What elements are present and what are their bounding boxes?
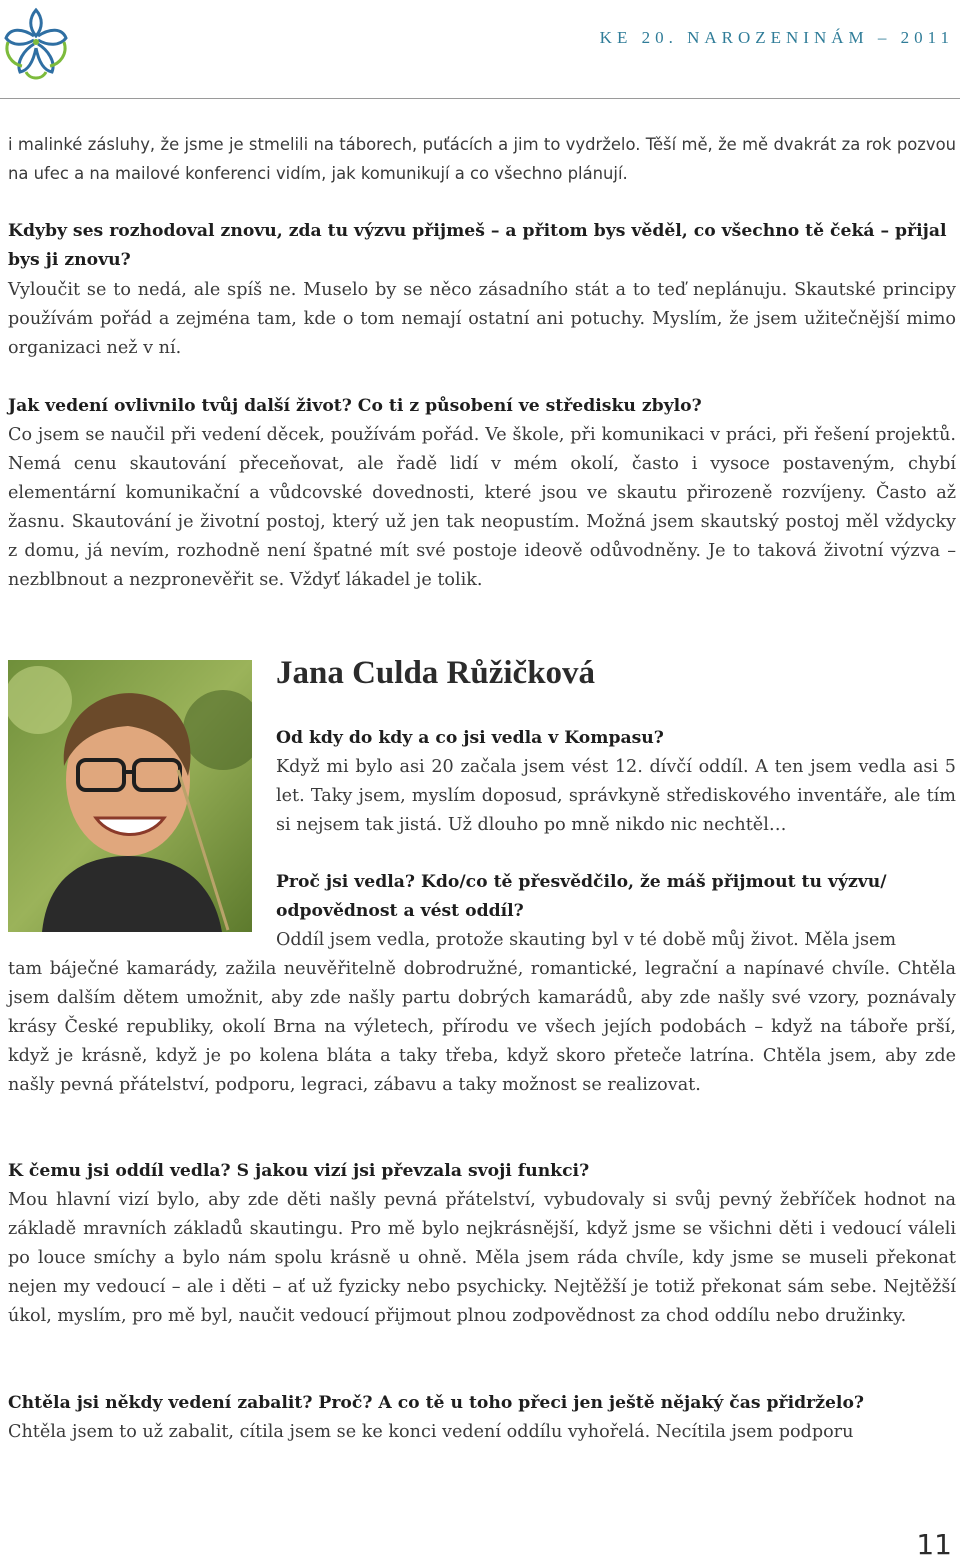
question-heading: Kdyby ses rozhodoval znovu, zda tu výzvu přijmeš – a přitom bys věděl, co všechno tě čeká – přijal bys ji znovu?	[8, 221, 947, 270]
person-name: Jana Culda Růžičková	[276, 655, 596, 691]
page-number: 11	[916, 1528, 952, 1561]
answer-paragraph: Chtěla jsem to už zabalit, cítila jsem se ke konci vedení oddílu vyhořelá. Necítila jsem podporu	[8, 1422, 854, 1442]
question-heading: K čemu jsi oddíl vedla? S jakou vizí jsi převzala svoji funkci?	[8, 1161, 590, 1181]
question-heading: Od kdy do kdy a co jsi vedla v Kompasu?	[276, 728, 664, 748]
answer-paragraph: Mou hlavní vizí bylo, aby zde děti našly pevná přátelství, vybudovaly si svůj pevný žebříček hodnot na základě mravních základů skautingu. Pro mě bylo nejkrásnější, když jsme se všichni děti i vedoucí váleli po louce smíchy a bylo nám spolu krásně u ohně. Měla jsem ráda chvíle, kdy jsme se museli překonat nejen my vedoucí – ale i děti – ať už fyzicky nebo psychicky. Nejtěžší je totiž překonat sám sebe. Nejtěžší úkol, myslím, pro mě byl, naučit vedoucí přijmout plnou zodpovědnost za chod oddílu nebo družinky.	[8, 1190, 956, 1326]
answer-paragraph: Vyloučit se to nedá, ale spíš ne. Muselo by se něco zásadního stát a to teď neplánuju. Skautské principy používám pořád a zejména tam, kde o tom nemají ostatní ani potuchy. Myslím, že jsem užitečnější mimo organizaci než v ní.	[8, 280, 956, 358]
header-divider	[0, 98, 960, 99]
running-head: KE 20. NAROZENINÁM – 2011	[599, 28, 954, 47]
question-heading: Chtěla jsi někdy vedení zabalit? Proč? A co tě u toho přeci jen ještě nějaký čas přidrželo?	[8, 1393, 864, 1413]
question-heading: Proč jsi vedla? Kdo/co tě přesvědčilo, že máš přijmout tu výzvu/ odpovědnost a vést oddíl?	[276, 872, 887, 921]
answer-paragraph-first-line: Oddíl jsem vedla, protože skauting byl v té době můj život. Měla jsem	[276, 930, 897, 950]
answer-paragraph: tam báječné kamarády, zažila neuvěřitelně dobrodružné, romantické, legrační a napínavé chvíle. Chtěla jsem dalším dětem umožnit, aby zde našly partu dobrých kamarádů, aby zde našly své vzory, poznávaly krásy České republiky, okolí Brna na výletech, přírodu ve všech jejích podobách – když na táboře prší, když je krásně, když je po kolena bláta a taky třeba, když skoro přeteče latrína. Chtěla jsem, aby zde našly pevná přátelství, podporu, legraci, zábavu a taky možnost se realizovat.	[8, 959, 956, 1095]
lily-logo-icon	[2, 6, 70, 82]
question-heading: Jak vedení ovlivnilo tvůj další život? Co ti z působení ve středisku zbylo?	[8, 396, 702, 416]
portrait-photo	[8, 660, 252, 932]
answer-paragraph: Když mi bylo asi 20 začala jsem vést 12. dívčí oddíl. A ten jsem vedla asi 5 let. Taky jsem, myslím doposud, správkyně střediskového inventáře, ale tím si nejsem tak jistá. Už dlouho po mně nikdo nic nechtěl…	[276, 757, 956, 835]
answer-paragraph: i malinké zásluhy, že jsme je stmelili na táborech, puťácích a jim to vydrželo. Těší mě, že mě dvakrát za rok pozvou na ufec a na mailové konferenci vidím, jak komunikují a co všechno plánují.	[8, 135, 956, 183]
answer-paragraph: Co jsem se naučil při vedení děcek, používám pořád. Ve škole, při komunikaci v práci, při řešení projektů. Nemá cenu skautování přeceňovat, ale řadě lidí v mém okolí, často i vysoce postaveným, chybí elementární komunikační a vůdcovské dovednosti, které jsou ve skautu přirozeně rozvíjeny. Často až žasnu. Skautování je životní postoj, který už jen tak neopustím. Možná jsem skautský postoj měl vždycky z domu, já nevím, rozhodně není špatné mít své postoje ideově odůvodněny. Je to taková životní výzva – nezblbnout a nezpronevěřit se. Vždyť lákadel je tolik.	[8, 425, 956, 590]
